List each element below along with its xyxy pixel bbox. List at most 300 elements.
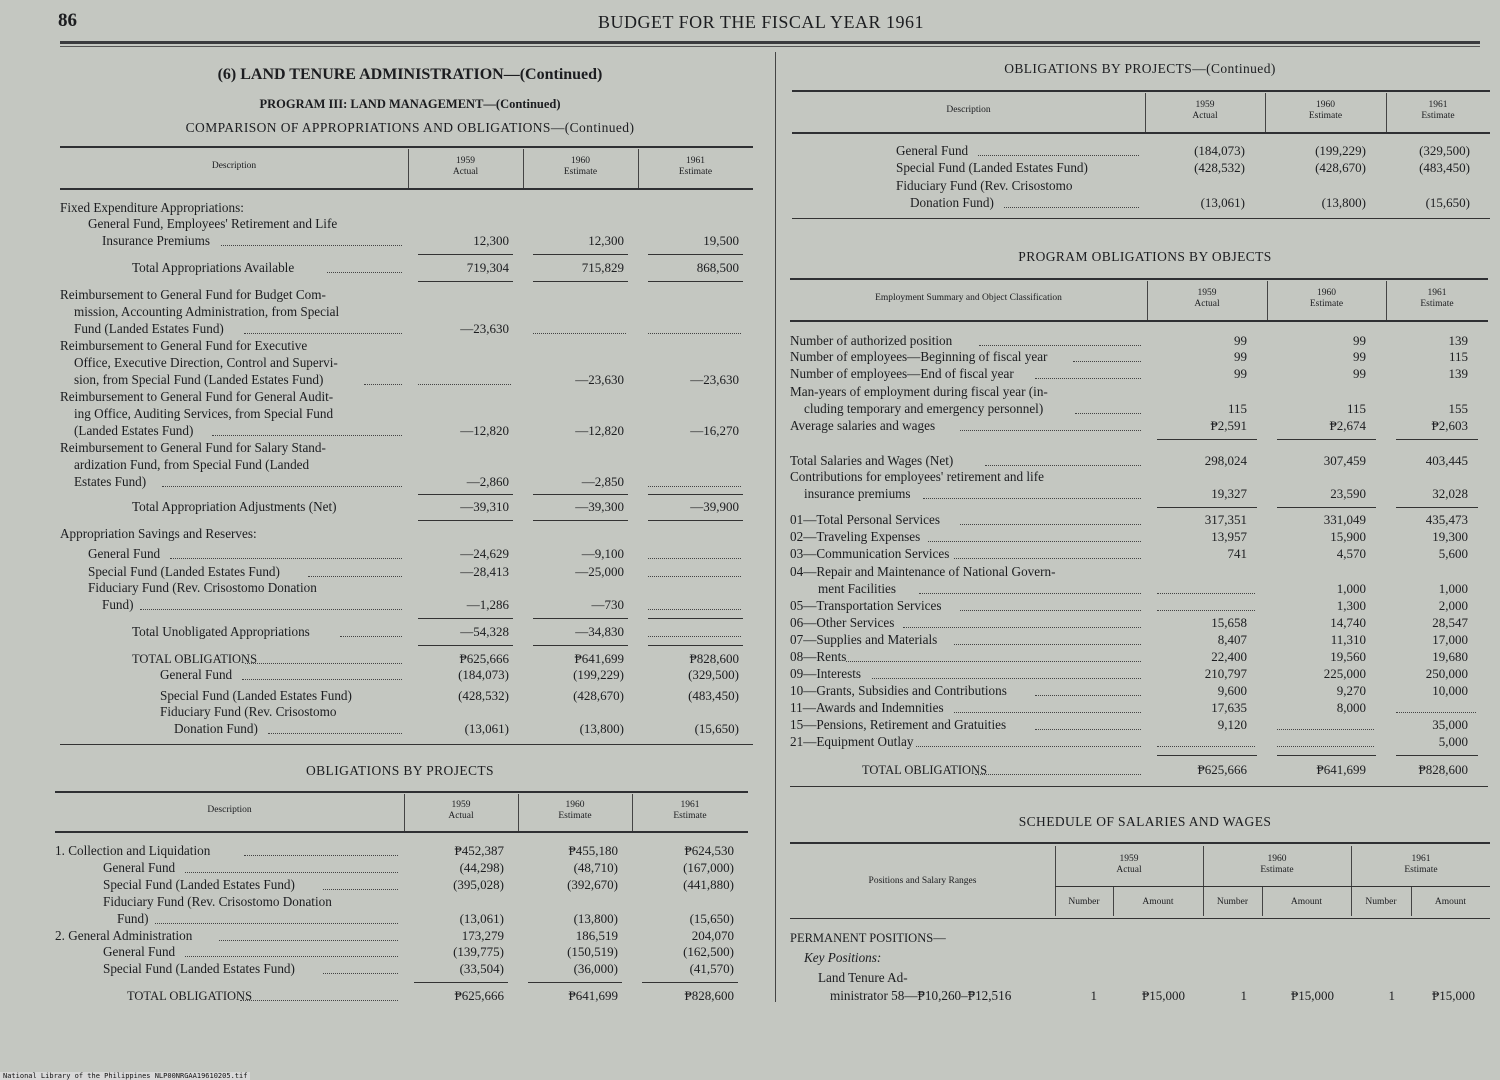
pos-1960-number: 1 [1240,988,1247,1003]
value-cell: 298,024 [1204,453,1247,468]
value-cell: —23,630 [575,371,624,387]
table-top-rule [55,791,748,793]
sal-year-1960: 1960 Estimate [1260,854,1294,875]
value-cell: —16,270 [690,422,739,438]
leader-dots [323,973,398,974]
leader-dots [903,627,1141,628]
leader-dots [960,524,1141,525]
empty-value-dots [648,486,741,487]
value-cell: 1,300 [1336,598,1366,613]
leader-dots [323,889,398,890]
value-cell: (33,504) [459,961,504,976]
leader-dots [1035,695,1141,696]
leader-dots [923,498,1141,499]
leader-dots [916,746,1141,747]
leader-dots [979,345,1141,346]
row-label: 15—Pensions, Retirement and Gratuities [790,717,1007,732]
subtotal-rule [418,645,513,646]
year-header-2: 1961 Estimate [1421,100,1455,121]
desc-header: Employment Summary and Object Classification [875,293,1062,303]
value-cell: (48,710) [573,860,618,875]
row-label: TOTAL OBLIGATIONS [862,763,988,777]
value-cell: 17,000 [1432,632,1468,647]
value-cell: 115 [1346,401,1366,416]
value-cell: 99 [1234,333,1247,348]
value-cell: (15,650) [694,720,739,736]
value-cell: 715,829 [581,260,624,275]
row-label: 11—Awards and Indemnities [790,700,944,715]
leader-dots [960,610,1141,611]
value-cell: (150,519) [567,944,618,959]
year-header-1: 1960 Estimate [563,156,598,177]
leader-dots [978,155,1139,156]
row-label: Fiduciary Fund (Rev. Crisostomo [896,178,1073,193]
projects-bottom-rule [792,218,1490,219]
sal-number-header: Number [1216,897,1249,907]
value-cell: ₱641,699 [1316,762,1366,777]
header-rule-thin [60,46,1480,47]
section-title: (6) LAND TENURE ADMINISTRATION—(Continued) [217,66,603,83]
value-cell: —1,286 [466,596,509,612]
value-cell: —23,630 [460,320,509,336]
page-number: 86 [58,10,77,31]
row-label: General Fund [896,143,969,158]
subtotal-rule [642,982,738,983]
row-label: 01—Total Personal Services [790,512,940,527]
subtotal-rule [648,520,743,521]
subtotal-rule [533,520,628,521]
sal-amount-header: Amount [1434,897,1467,907]
value-cell: (483,450) [1419,160,1470,175]
leader-dots [244,855,398,856]
row-label: Reimbursement to General Fund for Executive [60,338,308,353]
leader-dots [308,576,402,577]
value-cell: 12,300 [473,232,509,248]
value-cell: (441,880) [683,877,734,892]
leader-dots [1035,729,1141,730]
row-label: Special Fund (Landed Estates Fund) [896,160,1088,175]
value-cell: (483,450) [688,688,739,703]
value-cell: ₱455,180 [568,843,618,858]
subtotal-rule [528,982,622,983]
subtotal-rule [1157,439,1257,440]
running-title: BUDGET FOR THE FISCAL YEAR 1961 [598,12,925,32]
value-cell: 35,000 [1432,717,1468,732]
empty-value-dots [1277,729,1374,730]
year-header-2: 1961 Estimate [1420,288,1454,309]
leader-dots [960,430,1141,431]
row-label: TOTAL OBLIGATIONS [132,652,258,666]
subtotal-rule [1157,507,1257,508]
row-label: cluding temporary and emergency personnel) [804,401,1044,416]
row-label: 02—Traveling Expenses [790,529,921,544]
subtotal-rule [1277,507,1376,508]
leader-dots [268,733,402,734]
leader-dots [954,558,1142,559]
value-cell: ₱624,530 [684,843,734,858]
row-label: Fund) [102,596,134,612]
value-cell: 403,445 [1425,453,1468,468]
row-label: Special Fund (Landed Estates Fund) [103,877,295,892]
desc-header: Description [207,805,252,815]
leader-dots [162,486,402,487]
salaries-title: SCHEDULE OF SALARIES AND WAGES [1018,814,1272,829]
empty-value-dots [418,384,511,385]
row-label: 10—Grants, Subsidies and Contributions [790,683,1007,698]
row-label: Man-years of employment during fiscal year (in- [790,384,1048,399]
leader-dots [221,245,402,246]
projects-continued-title: OBLIGATIONS BY PROJECTS—(Continued) [1004,61,1276,76]
value-cell: ₱641,699 [568,988,618,1003]
row-label: General Fund [103,860,176,875]
value-cell: 1,000 [1336,581,1366,596]
leader-dots [212,435,402,436]
year-header-2: 1961 Estimate [673,800,707,821]
value-cell: 5,600 [1438,546,1468,561]
leader-dots [985,465,1141,466]
row-label: insurance premiums [804,486,911,501]
value-cell: 115 [1227,401,1247,416]
row-label: Office, Executive Direction, Control and Supervi- [74,354,338,370]
header-rule [60,41,1480,44]
leader-dots [240,1000,398,1001]
value-cell: 12,300 [588,232,624,248]
value-cell: (392,670) [567,877,618,892]
row-label: Donation Fund) [174,720,258,736]
subtotal-rule [1396,507,1478,508]
row-label: Total Appropriation Adjustments (Net) [132,499,337,514]
subtotal-rule [418,281,513,282]
empty-value-dots [1396,712,1476,713]
row-label: sion, from Special Fund (Landed Estates Fund) [74,371,324,387]
value-cell: ₱828,600 [1418,762,1468,777]
value-cell: 99 [1353,366,1366,381]
value-cell: —39,310 [460,499,509,514]
year-header-0: 1959 Actual [1194,288,1220,309]
empty-value-dots [533,333,626,334]
row-label: Special Fund (Landed Estates Fund) [103,961,295,976]
subtotal-rule [418,520,513,521]
value-cell: 8,000 [1336,700,1366,715]
comparison-bottom-rule [60,744,753,745]
subtotal-rule [1277,755,1376,756]
row-label: 03—Communication Services [790,546,950,561]
subtotal-rule [533,494,628,495]
leader-dots [340,636,402,637]
year-header-1: 1960 Estimate [558,800,592,821]
value-cell: 250,000 [1425,666,1468,681]
objects-title: PROGRAM OBLIGATIONS BY OBJECTS [1018,249,1272,264]
sal-year-1961: 1961 Estimate [1404,854,1438,875]
value-cell: (44,298) [459,860,504,875]
pos-1961-amount: ₱15,000 [1432,988,1475,1003]
value-cell: (36,000) [573,961,618,976]
salaries-mid-rule [1055,886,1490,887]
empty-value-dots [1157,610,1255,611]
row-label: ardization Fund, from Special Fund (Landed [74,456,310,472]
row-label: Fiduciary Fund (Rev. Crisostomo Donation [88,580,317,595]
subtotal-rule [1396,755,1478,756]
row-label: ing Office, Auditing Services, from Special Fund [74,405,334,421]
value-cell: 9,600 [1217,683,1247,698]
row-label: Estates Fund) [74,473,147,489]
leader-dots [155,923,399,924]
pos-1959-amount: ₱15,000 [1142,988,1185,1003]
leader-dots [1073,361,1141,362]
value-cell: ₱625,666 [454,988,504,1003]
subtotal-rule [533,254,628,255]
value-cell: —39,900 [690,499,739,514]
row-label: Fund) [117,910,149,926]
value-cell: 317,351 [1204,512,1247,527]
leader-dots [170,558,402,559]
table-top-rule [790,278,1488,280]
leader-dots [919,593,1142,594]
key-positions-label: Key Positions: [804,950,882,965]
value-cell: 173,279 [461,928,504,943]
row-label: 07—Supplies and Materials [790,632,938,647]
row-label: Number of employees—Beginning of fiscal year [790,349,1048,364]
row-label: Contributions for employees' retirement and life [790,469,1044,484]
leader-dots [140,609,403,610]
value-cell: —25,000 [575,564,624,579]
table-head-rule [55,831,748,833]
value-cell: ₱2,591 [1210,418,1247,433]
year-header-1: 1960 Estimate [1308,100,1343,121]
row-label: 05—Transportation Services [790,598,942,613]
archive-footer: National Library of the Philippines NLP00NRGAA19610205.tif [0,1072,250,1080]
subtotal-rule [648,254,743,255]
value-cell: (13,800) [579,720,624,736]
value-cell: (13,800) [1321,195,1366,210]
row-label: Special Fund (Landed Estates Fund) [88,564,280,579]
value-cell: —23,630 [690,371,739,387]
leader-dots [975,774,1141,775]
subtotal-rule [414,982,508,983]
desc-header: Description [946,105,991,115]
value-cell: ₱641,699 [574,651,624,666]
table-head-rule [790,320,1488,322]
value-cell: 2,000 [1438,598,1468,613]
value-cell: (199,229) [573,667,624,682]
value-cell: —34,830 [575,624,624,639]
year-header-0: 1959 Actual [452,156,479,177]
permanent-positions-label: PERMANENT POSITIONS— [790,931,946,945]
value-cell: 32,028 [1432,486,1468,501]
subtotal-rule [648,281,743,282]
value-cell: (139,775) [453,944,504,959]
value-cell: 719,304 [466,260,509,275]
empty-value-dots [1157,593,1255,594]
leader-dots [1035,378,1141,379]
subtotal-rule [418,494,513,495]
row-label: Donation Fund) [910,195,994,210]
leader-dots [185,872,398,873]
value-cell: 99 [1353,333,1366,348]
row-label: Fixed Expenditure Appropriations: [60,200,244,215]
subtotal-rule [533,645,628,646]
leader-dots [928,541,1141,542]
row-label: Fiduciary Fund (Rev. Crisostomo Donation [103,894,332,909]
value-cell: —2,860 [466,473,509,489]
value-cell: (162,500) [683,944,734,959]
value-cell: 28,547 [1432,615,1468,630]
value-cell: ₱625,666 [1197,762,1247,777]
leader-dots [245,663,402,664]
value-cell: 155 [1448,401,1468,416]
sal-year-1959: 1959 Actual [1116,854,1142,875]
value-cell: —2,850 [581,473,624,489]
value-cell: (13,061) [459,910,504,926]
value-cell: —28,413 [460,564,509,579]
year-header-0: 1959 Actual [1192,100,1218,121]
empty-value-dots [648,558,741,559]
value-cell: ₱452,387 [454,843,504,858]
row-label: Fund (Landed Estates Fund) [74,320,224,336]
row-label: General Fund [160,667,233,682]
year-header-0: 1959 Actual [448,800,474,821]
leader-dots [244,333,402,334]
value-cell: (428,532) [458,688,509,703]
empty-value-dots [1157,746,1255,747]
empty-value-dots [648,576,741,577]
value-cell: 868,500 [696,260,739,275]
row-label: Total Salaries and Wages (Net) [790,453,954,468]
value-cell: 19,300 [1432,529,1468,544]
row-label: Total Appropriations Available [132,260,295,275]
value-cell: 99 [1353,349,1366,364]
leader-dots [954,644,1142,645]
value-cell: (329,500) [688,667,739,682]
value-cell: (428,670) [573,688,624,703]
row-label: Total Unobligated Appropriations [132,624,310,639]
table-head-rule [792,132,1490,134]
projects-title: OBLIGATIONS BY PROJECTS [306,763,494,778]
value-cell: ₱828,600 [684,988,734,1003]
empty-value-dots [648,636,741,637]
row-label: Reimbursement to General Fund for Salary Stand- [60,440,326,455]
value-cell: ₱2,603 [1431,418,1468,433]
row-label: Number of authorized position [790,333,953,348]
value-cell: ₱625,666 [459,651,509,666]
leader-dots [219,940,399,941]
value-cell: ₱2,674 [1329,418,1366,433]
value-cell: —730 [591,596,624,612]
value-cell: 19,327 [1211,486,1247,501]
value-cell: 139 [1448,366,1468,381]
value-cell: 331,049 [1323,512,1366,527]
table-head-rule [60,188,753,190]
row-label: Number of employees—End of fiscal year [790,366,1014,381]
row-label: General Fund, Employees' Retirement and Life [88,216,338,231]
pos-1959-number: 1 [1090,988,1097,1003]
row-label: 06—Other Services [790,615,895,630]
value-cell: 9,270 [1336,683,1366,698]
leader-dots [185,956,398,957]
value-cell: (199,229) [1315,143,1366,158]
row-label: 2. General Administration [55,928,193,943]
empty-value-dots [648,333,741,334]
value-cell: —12,820 [460,422,509,438]
row-label: (Landed Estates Fund) [74,422,194,438]
leader-dots [1075,413,1141,414]
value-cell: 210,797 [1204,666,1247,681]
year-header-2: 1961 Estimate [678,156,713,177]
value-cell: 435,473 [1425,512,1468,527]
value-cell: 1,000 [1438,581,1468,596]
leader-dots [1004,207,1139,208]
pos-1960-amount: ₱15,000 [1291,988,1334,1003]
value-cell: 204,070 [691,928,734,943]
value-cell: —24,629 [460,546,509,561]
value-cell: 4,570 [1336,546,1366,561]
row-label: 08—Rents [790,649,847,664]
sal-number-header: Number [1068,897,1100,907]
row-label: 1. Collection and Liquidation [55,843,211,858]
value-cell: 22,400 [1211,649,1247,664]
value-cell: 15,900 [1330,529,1366,544]
value-cell: 17,635 [1211,700,1247,715]
value-cell: (13,061) [464,720,509,736]
value-cell: 115 [1448,349,1468,364]
subtotal-rule [1396,439,1478,440]
row-label: Fiduciary Fund (Rev. Crisostomo [160,704,337,719]
row-label: General Fund [88,546,161,561]
value-cell: 10,000 [1432,683,1468,698]
value-cell: 15,658 [1211,615,1247,630]
value-cell: (184,073) [1194,143,1245,158]
value-cell: 19,500 [703,232,739,248]
value-cell: (167,000) [683,860,734,875]
value-cell: (15,650) [689,910,734,926]
subtotal-rule [533,618,628,619]
desc-header: Description [211,161,257,171]
subtotal-rule [1277,439,1376,440]
leader-dots [242,679,402,680]
objects-bottom-rule [790,786,1488,787]
row-label: mission, Accounting Administration, from Special [74,303,340,319]
row-label: Appropriation Savings and Reserves: [60,526,257,541]
sal-amount-header: Amount [1290,897,1323,907]
salaries-top-rule [790,842,1490,844]
subtotal-rule [648,494,743,495]
program-title: PROGRAM III: LAND MANAGEMENT—(Continued) [259,97,561,111]
value-cell: 8,407 [1217,632,1247,647]
value-cell: 13,957 [1211,529,1247,544]
value-cell: 99 [1234,366,1247,381]
leader-dots [364,384,403,385]
value-cell: 5,000 [1438,734,1468,749]
sal-amount-header: Amount [1142,897,1174,907]
value-cell: (15,650) [1425,195,1470,210]
row-label: 09—Interests [790,666,862,681]
row-label: Reimbursement to General Fund for Budget Com- [60,287,326,302]
value-cell: —9,100 [581,546,624,561]
value-cell: (41,570) [689,961,734,976]
value-cell: (329,500) [1419,143,1470,158]
value-cell: (13,800) [573,910,618,926]
row-label: Special Fund (Landed Estates Fund) [160,688,352,703]
subtotal-rule [648,618,743,619]
value-cell: —54,328 [460,624,509,639]
empty-value-dots [1277,746,1374,747]
value-cell: 225,000 [1323,666,1366,681]
value-cell: —39,300 [575,499,624,514]
row-label: Average salaries and wages [790,418,936,433]
pos-1961-number: 1 [1388,988,1395,1003]
position-title-line2: ministrator 58—₱10,260–₱12,516 [830,988,1012,1003]
position-title-line1: Land Tenure Ad- [818,970,908,985]
